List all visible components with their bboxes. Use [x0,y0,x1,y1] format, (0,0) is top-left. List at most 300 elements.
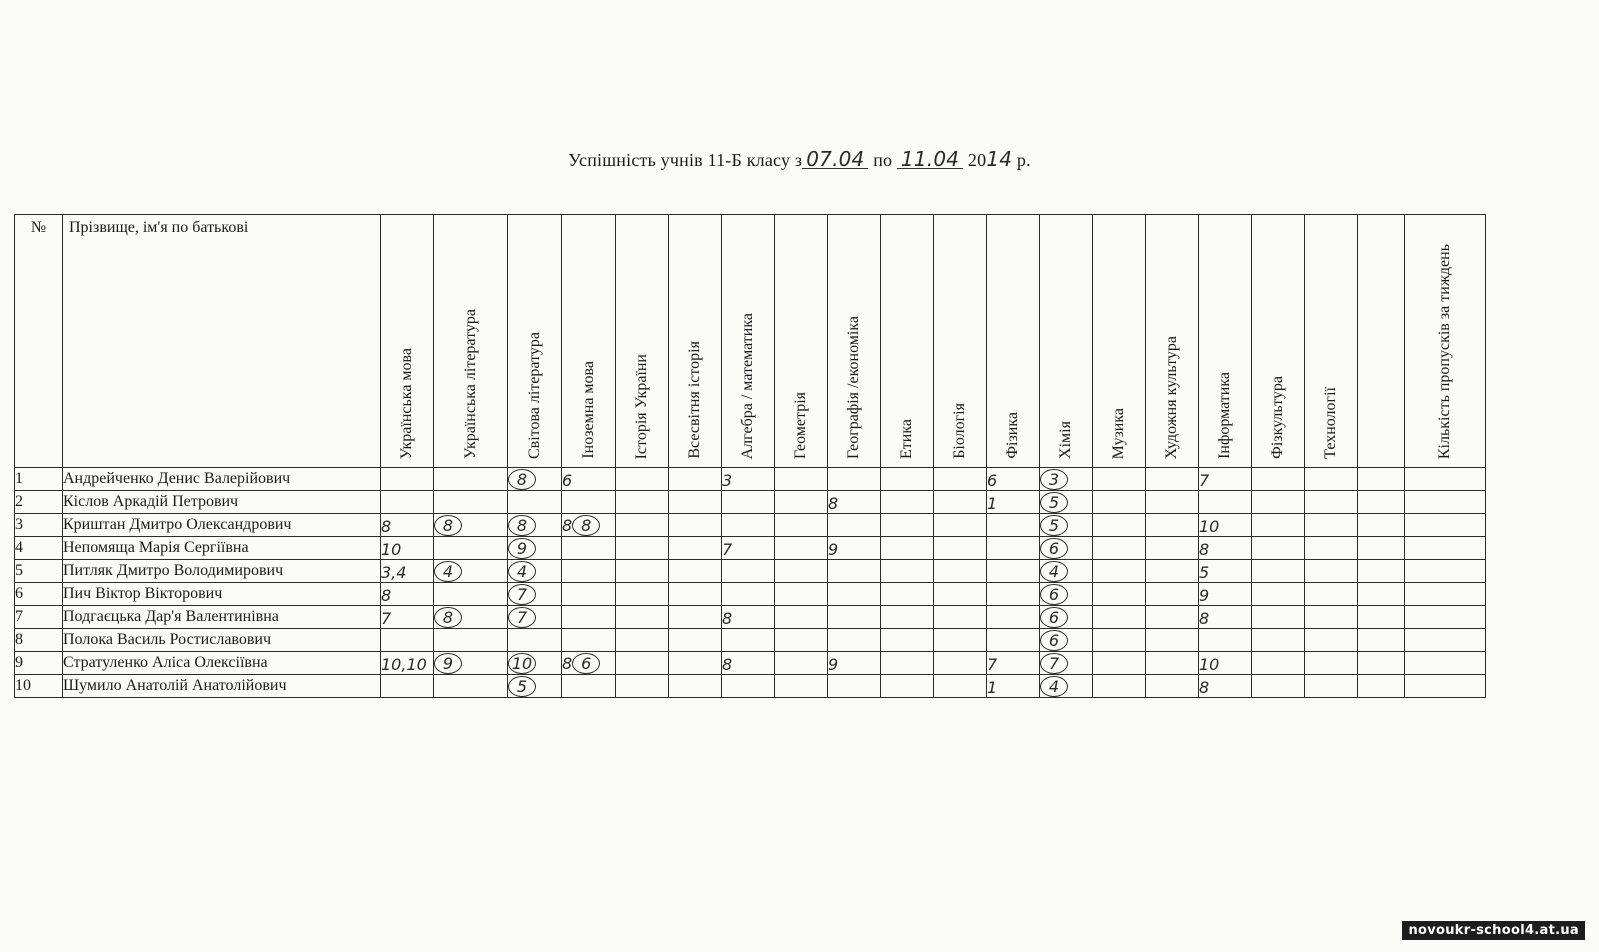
student-row [15,491,1486,514]
grade-cell [1305,629,1358,652]
student-name: Шумило Анатолій Анатолійович [63,675,381,698]
grade-cell [1093,606,1146,629]
grade-cell [775,675,828,698]
grade-cell [987,675,1040,698]
row-number: 7 [15,606,63,629]
student-name: Полока Василь Ростиславович [63,629,381,652]
grade-cell [828,606,881,629]
grade-cell [1405,468,1486,491]
row-number: 3 [15,514,63,537]
grade-cell [434,560,508,583]
subject-label: Всесвітня історія [686,341,703,459]
grade-cell [722,606,775,629]
grade-cell [669,537,722,560]
grade-cell [381,675,434,698]
grade-cell [722,537,775,560]
grade-cell [1199,652,1252,675]
grade-cell [987,606,1040,629]
grade-cell [1040,514,1093,537]
circled-grade: 8 [572,515,600,536]
title-date-from: 07.04 [802,150,868,169]
title-suffix: р. [1016,150,1031,170]
circled-grade: 7 [508,607,536,628]
grade-cell [828,560,881,583]
grade-cell [669,491,722,514]
grade-cell [828,675,881,698]
subject-header [434,215,508,468]
circled-grade: 4 [1040,561,1068,582]
grade-cell [881,652,934,675]
grade-cell [434,583,508,606]
row-number: 1 [15,468,63,491]
grade-cell [1199,560,1252,583]
grade-cell [1093,468,1146,491]
grade-text: 1 [987,494,998,513]
grade-cell [881,606,934,629]
grade-cell [722,629,775,652]
grade-cell [1305,606,1358,629]
grade-cell [508,606,562,629]
grade-cell [1040,629,1093,652]
subject-header [1199,215,1252,468]
grade-text: 8 [562,516,573,535]
subject-label: Кількість пропусків за тиждень [1436,243,1453,459]
grade-cell [1199,583,1252,606]
grade-cell [1146,629,1199,652]
subject-label: Художня культура [1163,335,1180,459]
grade-cell [434,491,508,514]
grade-cell [381,652,434,675]
grade-cell [1146,491,1199,514]
grade-text: 7 [1199,471,1210,490]
subject-label: Музика [1110,407,1127,459]
student-name: Криштан Дмитро Олександрович [63,514,381,537]
grade-text: 6 [987,471,998,490]
grade-cell [934,560,987,583]
title-date-to: 11.04 [897,150,963,169]
grade-cell [1405,491,1486,514]
grade-text: 10 [1199,655,1220,674]
grade-cell [562,468,616,491]
student-row [15,560,1486,583]
grade-cell [616,583,669,606]
grade-cell [1146,537,1199,560]
grade-cell [1199,468,1252,491]
grade-cell [722,468,775,491]
row-number: 8 [15,629,63,652]
grade-cell [669,514,722,537]
grade-cell [1405,514,1486,537]
subject-header [381,215,434,468]
grade-cell [616,675,669,698]
grade-cell [616,514,669,537]
grade-text: 3 [722,471,733,490]
grade-cell [1146,468,1199,491]
subject-label: Фізика [1004,412,1021,459]
grade-cell [1305,537,1358,560]
grade-cell [1040,675,1093,698]
circled-grade: 3 [1040,469,1068,490]
grade-text: 8 [381,586,392,605]
circled-grade: 8 [508,515,536,536]
grade-text: 1 [987,678,998,697]
grade-cell [775,514,828,537]
grade-cell [987,468,1040,491]
subject-label: Етика [898,419,915,459]
grade-cell [1040,583,1093,606]
grade-cell [775,629,828,652]
grade-cell [1252,491,1305,514]
grade-cell [828,652,881,675]
grade-cell [881,537,934,560]
grade-cell [828,514,881,537]
grade-cell [1199,514,1252,537]
subject-label: Українська література [461,309,479,459]
subject-header [1405,215,1486,468]
circled-grade: 7 [1040,653,1068,674]
grade-text: 8 [562,654,573,673]
grade-cell [987,560,1040,583]
circled-grade: 4 [1040,676,1068,697]
grade-cell [1405,606,1486,629]
grade-cell [1252,560,1305,583]
subject-header [722,215,775,468]
title-prefix: Успішність учнів 11-Б класу з [568,150,803,170]
student-row [15,675,1486,698]
grade-cell [616,491,669,514]
grade-cell [881,514,934,537]
grade-cell [1358,468,1405,491]
grade-cell [828,468,881,491]
grade-cell [775,606,828,629]
grade-cell [508,583,562,606]
grade-cell [1405,675,1486,698]
subject-header [987,215,1040,468]
grade-cell [881,583,934,606]
grade-cell [881,468,934,491]
circled-grade: 9 [508,538,536,559]
watermark: novoukr-school4.at.ua [1402,921,1585,940]
grade-cell [1252,652,1305,675]
grade-cell [1093,491,1146,514]
grade-cell [381,514,434,537]
grade-cell [1358,537,1405,560]
grade-text: 9 [1199,586,1210,605]
circled-grade: 6 [1040,630,1068,651]
grade-cell [508,537,562,560]
grade-cell [1405,537,1486,560]
subject-header [1146,215,1199,468]
grade-cell [934,629,987,652]
subject-header [1093,215,1146,468]
subject-header [562,215,616,468]
grade-text: 8 [828,494,839,513]
subject-header [1358,215,1405,468]
grade-cell [1405,629,1486,652]
grade-cell [1358,606,1405,629]
circled-grade: 5 [1040,515,1068,536]
grade-cell [1093,514,1146,537]
grade-cell [434,652,508,675]
name-header: Прізвище, ім'я по батькові [63,215,381,468]
grade-cell [1146,652,1199,675]
grade-cell [775,468,828,491]
grade-cell [1358,583,1405,606]
grade-cell [722,652,775,675]
grade-text: 10 [381,540,402,559]
subject-header [1305,215,1358,468]
grade-cell [775,560,828,583]
grade-text: 8 [1199,609,1210,628]
grade-cell [1199,491,1252,514]
grade-cell [722,560,775,583]
grade-cell [508,652,562,675]
num-header: № [15,215,63,468]
grade-text: 8 [381,517,392,536]
grade-cell [1405,652,1486,675]
grade-cell [1040,606,1093,629]
grade-cell [1093,583,1146,606]
circled-grade: 9 [434,653,462,674]
subject-label: Українська мова [398,347,415,459]
subject-label: Історія України [633,353,650,459]
grade-text: 9 [828,655,839,674]
document-title [0,147,1599,171]
grade-cell [987,629,1040,652]
circled-grade: 6 [1040,538,1068,559]
grade-cell [934,491,987,514]
grade-cell [508,491,562,514]
grade-cell [1405,560,1486,583]
grade-text: 7 [987,655,998,674]
circled-grade: 4 [434,561,462,582]
row-number: 5 [15,560,63,583]
grade-cell [987,491,1040,514]
subject-label: Хімія [1057,421,1074,459]
grade-text: 8 [1199,540,1210,559]
subject-label: Біологія [951,403,968,459]
subject-header [1040,215,1093,468]
grade-cell [562,675,616,698]
grade-cell [434,537,508,560]
grade-cell [775,537,828,560]
grade-cell [1358,491,1405,514]
grade-cell [1199,629,1252,652]
grade-cell [1252,606,1305,629]
grade-cell [934,652,987,675]
row-number: 9 [15,652,63,675]
grade-cell [934,468,987,491]
grade-cell [669,675,722,698]
grade-cell [381,606,434,629]
circled-grade: 7 [508,584,536,605]
grade-cell [1252,629,1305,652]
subject-header [616,215,669,468]
grade-cell [722,491,775,514]
row-number: 6 [15,583,63,606]
grade-cell [1405,583,1486,606]
grade-cell [434,629,508,652]
grade-cell [669,652,722,675]
grade-cell [381,491,434,514]
subject-header [508,215,562,468]
grade-cell [934,537,987,560]
circled-grade: 8 [508,469,536,490]
grade-cell [1146,514,1199,537]
grade-cell [1040,468,1093,491]
grade-cell [508,468,562,491]
circled-grade: 10 [508,653,536,674]
row-number: 10 [15,675,63,698]
circled-grade: 6 [572,653,600,674]
grade-cell [562,491,616,514]
student-name: Непомяща Марія Сергіївна [63,537,381,560]
grade-cell [722,583,775,606]
grade-cell [1199,537,1252,560]
grade-cell [828,583,881,606]
subject-label: Світова література [525,332,543,459]
grade-cell [1252,514,1305,537]
grade-cell [616,468,669,491]
grade-cell [381,468,434,491]
grade-cell [616,629,669,652]
grade-cell [1305,583,1358,606]
grade-cell [1305,491,1358,514]
grade-text: 6 [562,471,573,490]
grade-cell [669,583,722,606]
subject-header [1252,215,1305,468]
grade-cell [1252,537,1305,560]
student-name: Подгаєцька Дар'я Валентинівна [63,606,381,629]
grade-cell [775,652,828,675]
grade-cell [934,675,987,698]
grade-cell [434,468,508,491]
grade-cell [562,514,616,537]
grade-cell [616,560,669,583]
grade-cell [562,629,616,652]
grade-cell [881,560,934,583]
grade-cell [987,514,1040,537]
grade-text: 10,10 [381,655,427,674]
grade-cell [381,560,434,583]
student-name: Пич Віктор Вікторович [63,583,381,606]
grade-text: 10 [1199,517,1220,536]
grade-cell [934,583,987,606]
grade-cell [1199,606,1252,629]
grade-text: 8 [722,609,733,628]
grade-cell [1146,606,1199,629]
grade-cell [1305,468,1358,491]
grade-cell [1093,537,1146,560]
student-row [15,652,1486,675]
subject-label: Геометрія [792,391,809,459]
grade-cell [1040,537,1093,560]
grade-cell [1093,652,1146,675]
grade-cell [562,537,616,560]
grade-cell [987,583,1040,606]
grade-cell [1358,560,1405,583]
row-number: 4 [15,537,63,560]
grade-cell [775,491,828,514]
grade-cell [381,583,434,606]
student-name: Питляк Дмитро Володимирович [63,560,381,583]
grade-cell [1040,560,1093,583]
grade-cell [434,514,508,537]
subject-header [828,215,881,468]
title-year-prefix: 20 [967,150,987,170]
student-row [15,606,1486,629]
grade-cell [1146,675,1199,698]
grade-cell [508,629,562,652]
grade-text: 8 [1199,678,1210,697]
circled-grade: 4 [508,561,536,582]
grades-table [14,214,1486,698]
grade-cell [669,468,722,491]
grade-cell [828,537,881,560]
student-row [15,468,1486,491]
grade-cell [1040,491,1093,514]
grade-cell [508,675,562,698]
header-row [15,215,1486,468]
grade-cell [1305,560,1358,583]
grade-cell [1252,583,1305,606]
student-row [15,537,1486,560]
grade-cell [669,606,722,629]
student-name: Кіслов Аркадій Петрович [63,491,381,514]
student-name: Стратуленко Аліса Олексіївна [63,652,381,675]
grade-cell [1199,675,1252,698]
row-number: 2 [15,491,63,514]
circled-grade: 5 [508,676,536,697]
grade-cell [1093,629,1146,652]
grade-cell [616,537,669,560]
student-row [15,583,1486,606]
grade-cell [1146,583,1199,606]
grade-cell [616,652,669,675]
subject-label: Географія /економіка [845,316,862,459]
grade-cell [1146,560,1199,583]
student-row [15,514,1486,537]
grade-text: 9 [828,540,839,559]
grade-cell [616,606,669,629]
grade-cell [1252,468,1305,491]
grade-cell [562,560,616,583]
grade-cell [722,675,775,698]
grade-text: 7 [722,540,733,559]
grade-text: 3,4 [381,563,407,582]
grade-cell [775,583,828,606]
subject-label: Інформатика [1216,372,1233,459]
grade-cell [508,560,562,583]
grade-cell [934,514,987,537]
subject-label: Алгебра / математика [739,312,756,459]
grade-cell [987,652,1040,675]
grade-cell [562,652,616,675]
subject-label: Фізкультура [1269,376,1286,459]
subject-header [934,215,987,468]
grade-cell [508,514,562,537]
grade-cell [881,491,934,514]
grade-cell [1358,514,1405,537]
grade-cell [881,629,934,652]
grade-cell [828,629,881,652]
circled-grade: 6 [1040,584,1068,605]
grade-cell [1358,652,1405,675]
student-name: Андрейченко Денис Валерійович [63,468,381,491]
grade-text: 8 [722,655,733,674]
subject-header [669,215,722,468]
grade-cell [669,629,722,652]
